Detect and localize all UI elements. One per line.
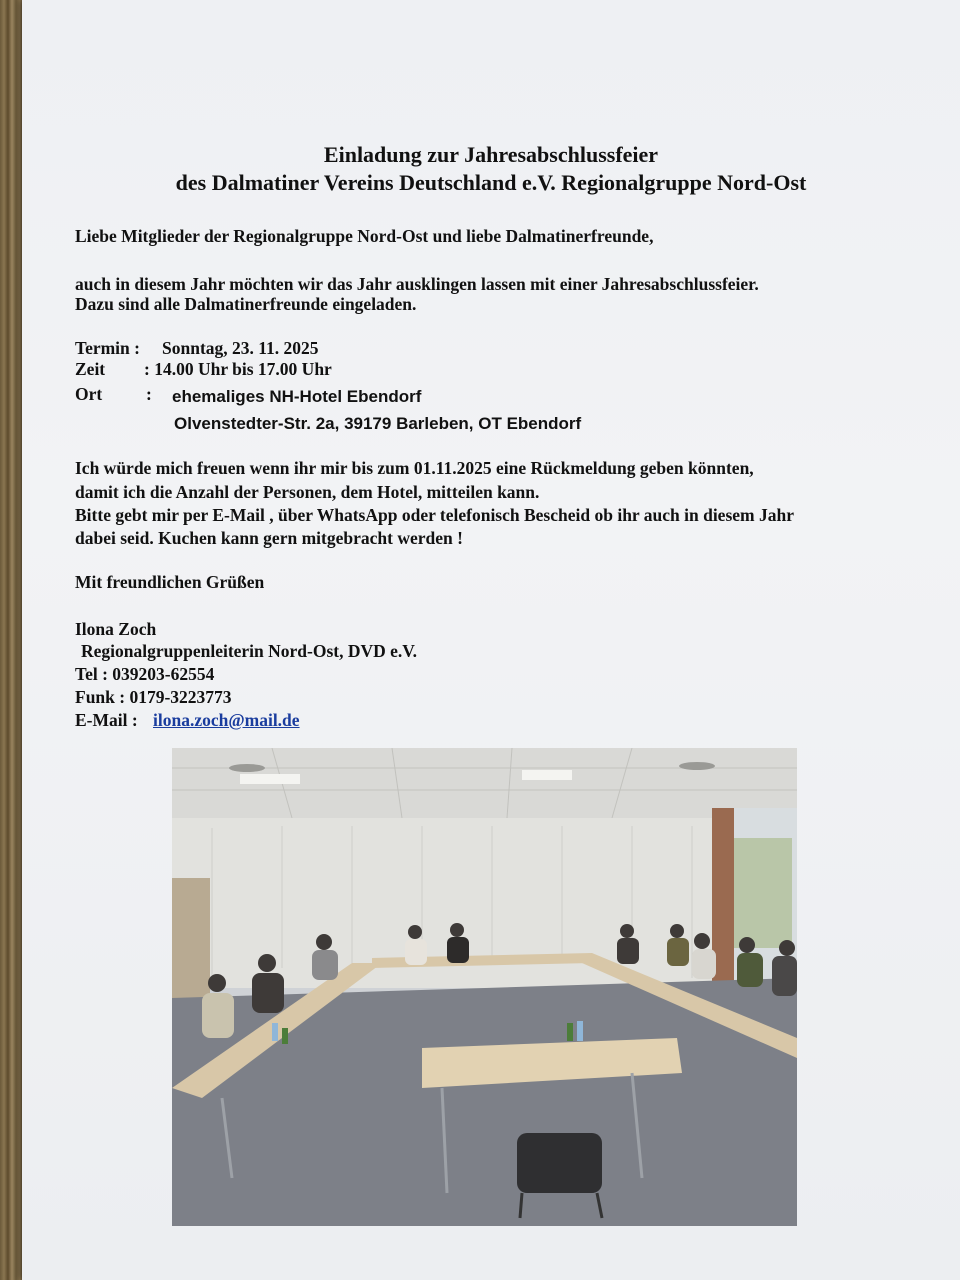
ort-colon: : <box>146 384 152 404</box>
request-line-4: dabei seid. Kuchen kann gern mitgebracht werden ! <box>75 528 463 548</box>
conference-room-photo-drawing <box>172 748 797 1226</box>
ort-line-1: ehemaliges NH-Hotel Ebendorf <box>172 387 422 406</box>
invitation-letter <box>22 0 960 1280</box>
signature-role: Regionalgruppenleiterin Nord-Ost, DVD e.V. <box>81 641 418 661</box>
request-line-3: Bitte gebt mir per E-Mail , über WhatsApp oder telefonisch Bescheid ob ihr auch in diesem Jahr <box>75 505 794 525</box>
intro-line-1: auch in diesem Jahr möchten wir das Jahr ausklingen lassen mit einer Jahresabschlussfeier. <box>75 274 759 294</box>
signature-email-label: E-Mail : <box>75 710 138 730</box>
termin-value: Sonntag, 23. 11. 2025 <box>162 338 319 358</box>
zeit-value: : 14.00 Uhr bis 17.00 Uhr <box>144 359 332 379</box>
title-line-2: des Dalmatiner Vereins Deutschland e.V. Regionalgruppe Nord-Ost <box>175 170 807 195</box>
intro-line-2: Dazu sind alle Dalmatinerfreunde eingeladen. <box>75 294 417 314</box>
request-line-1: Ich würde mich freuen wenn ihr mir bis zum 01.11.2025 eine Rückmeldung geben könnten, <box>75 458 754 478</box>
signature-name: Ilona Zoch <box>75 619 157 639</box>
title-line-1: Einladung zur Jahresabschlussfeier <box>323 142 659 167</box>
termin-label: Termin : <box>75 338 140 358</box>
conference-room-photo <box>172 748 797 1226</box>
ort-label: Ort <box>75 384 103 404</box>
signature-email-link[interactable]: ilona.zoch@mail.de <box>153 710 300 730</box>
ort-line-2: Olvenstedter-Str. 2a, 39179 Barleben, OT Ebendorf <box>174 414 582 433</box>
signature-funk: Funk : 0179-3223773 <box>75 687 232 707</box>
closing: Mit freundlichen Grüßen <box>75 572 265 592</box>
request-line-2: damit ich die Anzahl der Personen, dem Hotel, mitteilen kann. <box>75 482 540 502</box>
zeit-label: Zeit <box>75 359 106 379</box>
signature-tel: Tel : 039203-62554 <box>75 664 215 684</box>
greeting: Liebe Mitglieder der Regionalgruppe Nord-Ost und liebe Dalmatinerfreunde, <box>75 226 654 246</box>
